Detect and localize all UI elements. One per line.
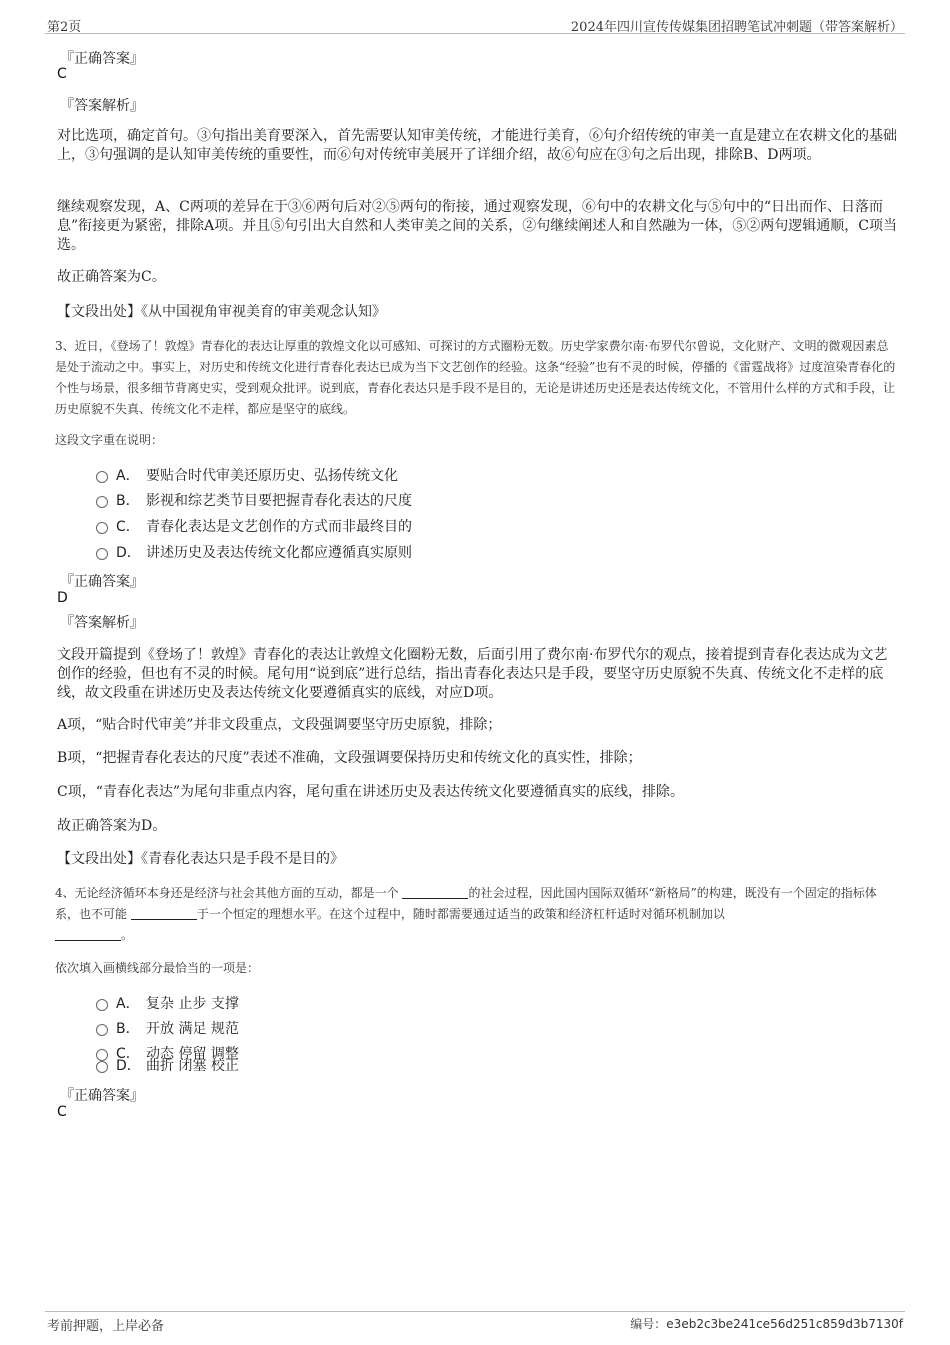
- question-text-part: 4、无论经济循环本身还是经济与社会其他方面的互动，都是一个: [55, 886, 403, 900]
- option-letter: B．: [116, 493, 140, 509]
- source-citation: 【文段出处】《青春化表达只是手段不是目的》: [57, 851, 344, 867]
- radio-button-icon[interactable]: [96, 1024, 108, 1036]
- fill-blank: [55, 927, 121, 941]
- analysis-paragraph: 文段开篇提到《登场了！敦煌》青春化的表达让敦煌文化圈粉无数，后面引用了费尔南·布罗代尔的观点，接着提到青春化表达成为文艺创作的经验，但也有不灵的时候。尾句用“说到底”进行总结，指出青春化表达只是手段，要坚守历史原貌不失真、传统文化不走样的底线，故文段重在讲述历史及表达传统文化要遵循真实的底线，对应D项。: [57, 647, 888, 701]
- radio-button-icon[interactable]: [96, 522, 108, 534]
- option-d[interactable]: [96, 543, 412, 563]
- analysis-label: 『答案解析』: [60, 615, 144, 631]
- question-text: [55, 883, 897, 946]
- analysis-label: 『答案解析』: [60, 98, 144, 114]
- header-divider: [45, 33, 905, 34]
- analysis-paragraph: 对比选项，确定首句。③句指出美育要深入，首先需要认知审美传统，才能进行美育，⑥句介绍传统的审美一直是建立在农耕文化的基础上，③句强调的是认知审美传统的重要性，而⑥句对传统审美展开了详细介绍，故⑥句应在③句之后出现，排除B、D两项。: [57, 128, 897, 163]
- option-letter: A．: [116, 996, 140, 1012]
- answer-label: 『正确答案』: [60, 51, 144, 67]
- source-citation: 【文段出处】《从中国视角审视美育的审美观念认知》: [57, 304, 386, 320]
- footer-divider: [45, 1311, 905, 1312]
- conclusion-text: 故正确答案为D。: [57, 818, 167, 834]
- answer-label: 『正确答案』: [60, 1088, 144, 1104]
- question-text: 3、近日，《登场了！敦煌》青春化的表达让厚重的敦煌文化以可感知、可探讨的方式圈粉无数。历史学家费尔南·布罗代尔曾说，文化财产、文明的微观因素总是处于流动之中。事实上，对历史和传统文化进行青春化表达已成为当下文艺创作的经验。这条“经验”也有不灵的时候，停播的《雷霆战将》过度渲染青春化的个性与场景，很多细节背离史实，受到观众批评。说到底，青春化表达只是手段不是目的，无论是讲述历史还是表达传统文化，不管用什么样的方式和手段，让历史原貌不失真、传统文化不走样，都应是坚守的底线。: [55, 339, 896, 416]
- analysis-paragraph: C项，“青春化表达”为尾句非重点内容，尾句重在讲述历史及表达传统文化要遵循真实的底线，排除。: [57, 784, 685, 800]
- option-b[interactable]: [96, 491, 412, 511]
- answer-value: D: [57, 590, 68, 606]
- radio-button-icon[interactable]: [96, 496, 108, 508]
- question-text-part: 。: [121, 928, 134, 942]
- document-title: 2024年四川宣传传媒集团招聘笔试冲刺题（带答案解析）: [570, 20, 903, 35]
- question-prompt: 依次填入画横线部分最恰当的一项是：: [55, 961, 260, 975]
- option-d[interactable]: [96, 1056, 239, 1076]
- analysis-paragraph: A项，“贴合时代审美”并非文段重点，文段强调要坚守历史原貌，排除；: [57, 717, 502, 733]
- option-b[interactable]: [96, 1019, 239, 1039]
- radio-button-icon[interactable]: [96, 999, 108, 1011]
- fill-blank: [131, 906, 197, 920]
- option-text: 要贴合时代审美还原历史、弘扬传统文化: [146, 468, 398, 484]
- option-text: 影视和综艺类节目要把握青春化表达的尺度: [146, 493, 412, 509]
- question-text-part: 于一个恒定的理想水平。在这个过程中，随时都需要通过适当的政策和经济杠杆适时对循环机制加以: [196, 907, 725, 921]
- analysis-paragraph: B项，“把握青春化表达的尺度”表述不准确，文段强调要保持历史和传统文化的真实性，排除；: [57, 750, 642, 766]
- analysis-paragraph: 继续观察发现，A、C两项的差异在于③⑥两句后对②⑤两句的衔接，通过观察发现，⑥句中的农耕文化与⑤句中的“日出而作、日落而息”衔接更为紧密，排除A项。并且⑤句引出大自然和人类审美之间的关系，②句继续阐述人和自然融为一体，⑤②两句逻辑通顺，C项当选。: [57, 199, 897, 253]
- conclusion-text: 故正确答案为C。: [57, 269, 166, 285]
- option-text: 复杂 止步 支撑: [146, 996, 239, 1012]
- question-prompt: 这段文字重在说明：: [55, 433, 164, 447]
- option-letter: C．: [116, 1046, 140, 1062]
- answer-value: C: [57, 66, 67, 82]
- option-letter: C．: [116, 519, 140, 535]
- option-text: 讲述历史及表达传统文化都应遵循真实原则: [146, 545, 412, 561]
- option-a[interactable]: [96, 994, 239, 1014]
- answer-label: 『正确答案』: [60, 574, 144, 590]
- option-text: 曲折 闭塞 校正: [146, 1058, 239, 1074]
- question-text-part: 的社会过程，因此国内国际双循环“新格局”的构建，既没有一个固定的指标体系，也不可能: [55, 886, 877, 921]
- option-letter: B．: [116, 1021, 140, 1037]
- answer-value: C: [57, 1104, 67, 1120]
- document-code: 编号：e3eb2c3be241ce56d251c859d3b7130f: [630, 1317, 903, 1331]
- option-c[interactable]: [96, 517, 412, 537]
- option-text: 动态 停留 调整: [146, 1046, 239, 1062]
- radio-button-icon[interactable]: [96, 471, 108, 483]
- option-letter: A．: [116, 468, 140, 484]
- page-number: 第2页: [47, 20, 82, 35]
- option-letter: D．: [116, 545, 141, 561]
- footer-slogan: 考前押题，上岸必备: [47, 1319, 165, 1334]
- radio-button-icon[interactable]: [96, 548, 108, 560]
- fill-blank: [402, 885, 468, 899]
- radio-button-icon[interactable]: [96, 1061, 108, 1073]
- option-letter: D．: [116, 1058, 141, 1074]
- option-a[interactable]: [96, 466, 398, 486]
- option-text: 青春化表达是文艺创作的方式而非最终目的: [146, 519, 412, 535]
- option-text: 开放 满足 规范: [146, 1021, 239, 1037]
